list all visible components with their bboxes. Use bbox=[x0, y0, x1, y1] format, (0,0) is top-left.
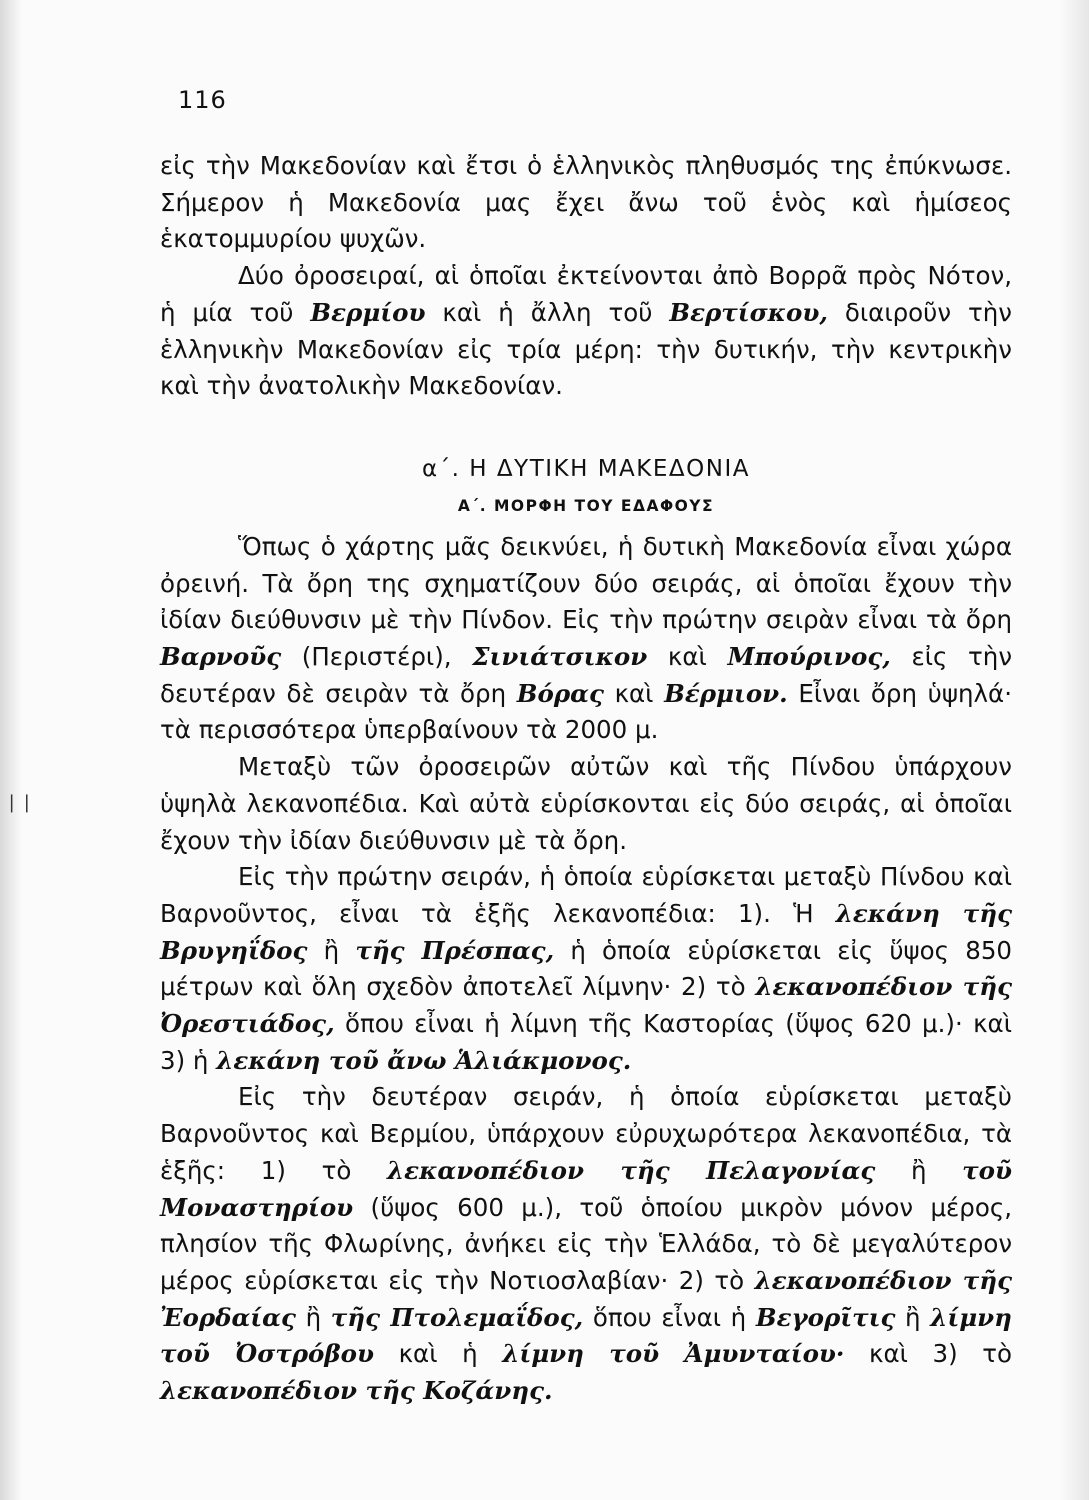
basin-name: λεκανοπέδιον τῆς Πελαγονίας bbox=[387, 1155, 876, 1185]
text-run: Εἰς τὴν δευτέραν σειράν, ἡ ὁποία εὑρίσκεται μεταξὺ Βαρνοῦντος καὶ Βερμίου, ὑπάρχουν εὐρυχωρότερα λεκανοπέδια, τὰ ἑξῆς: 1) τὸ bbox=[160, 1082, 1012, 1185]
spine-shadow bbox=[0, 0, 22, 1500]
text-run: ἢ bbox=[895, 1302, 931, 1332]
basin-name: τῆς Πτολεμαΐδος, bbox=[330, 1302, 584, 1332]
text-run: ἢ bbox=[307, 935, 356, 965]
paragraph-mountains bbox=[160, 529, 1012, 749]
margin-marks: ❘❘ bbox=[4, 792, 35, 813]
page-edge-shadow bbox=[1059, 0, 1089, 1500]
text-run: καὶ bbox=[647, 642, 728, 672]
basin-name: τῆς Πρέσπας, bbox=[355, 935, 555, 965]
paragraph-basins: Μεταξὺ τῶν ὀροσειρῶν αὐτῶν καὶ τῆς Πίνδου ὑπάρχουν ὑψηλὰ λεκανοπέδια. Καὶ αὐτὰ εὑρίσκονται εἰς δύο σειράς, αἱ ὁποῖαι ἔχουν τὴν ἰδίαν διεύθυνσιν μὲ τὰ ὄρη. bbox=[160, 752, 1012, 855]
basin-name: λεκανοπέδιον τῆς Ἐορδαίας bbox=[160, 1265, 1012, 1332]
text-run: εἰς τὴν δευτέραν δὲ σειρὰν τὰ ὄρη bbox=[160, 642, 1012, 708]
text-run: Ὅπως ὁ χάρτης μᾶς δεικνύει, ἡ δυτικὴ Μακεδονία εἶναι χώρα ὀρεινή. Τὰ ὄρη της σχηματίζουν δύο σειράς, αἱ ὁποῖαι ἔχουν τὴν ἰδίαν διεύθυνσιν μὲ τὴν Πίνδον. Εἰς τὴν πρώτην σειρὰν εἶναι τὰ ὄρη bbox=[160, 531, 1012, 635]
basin-name: λεκάνη τῆς Βρυγηΐδος bbox=[160, 898, 1012, 965]
basin-name: λεκανοπέδιον τῆς Ὀρεστιάδος, bbox=[160, 972, 1012, 1039]
text-run: καὶ ἡ ἄλλη τοῦ bbox=[425, 297, 670, 327]
mountain-name: Μπούρινος, bbox=[727, 642, 891, 672]
section-subtitle: Α΄. ΜΟΡΦΗ ΤΟΥ ΕΔΑΦΟΥΣ bbox=[457, 496, 715, 515]
text-run: (ὕψος 600 μ.), τοῦ ὁποίου μικρὸν μόνον μέρος, πλησίον τῆς Φλωρίνης, ἀνήκει εἰς τὴν Ἑλλάδα, τὸ δὲ μεγαλύτερον μέρος εὑρίσκεται εἰς τὴν Νοτιοσλαβίαν· 2) τὸ bbox=[160, 1192, 1012, 1295]
text-run: (Περιστέρι), bbox=[281, 642, 473, 672]
mountain-name: Βαρνοῦς bbox=[160, 642, 282, 672]
paragraph-intro-1: εἰς τὴν Μακεδονίαν καὶ ἔτσι ὁ ἑλληνικὸς πληθυσμός της ἐπύκνωσε. Σήμερον ἡ Μακεδονία μας ἔχει ἄνω τοῦ ἑνὸς καὶ ἡμίσεος ἑκατομμυρίου ψυχῶν. bbox=[160, 151, 1012, 254]
paragraph-intro-2 bbox=[160, 258, 1012, 405]
lake-name: λίμνη τοῦ Ὀστρόβου bbox=[160, 1302, 1012, 1369]
mountain-name: Βέρμιον. bbox=[664, 678, 788, 708]
text-run: ἡ ὁποία εὑρίσκεται εἰς ὕψος 850 μέτρων καὶ ὅλη σχεδὸν ἀποτελεῖ λίμνην· 2) τὸ bbox=[160, 935, 1012, 1002]
paragraph-second-row bbox=[160, 1079, 1012, 1409]
page-number: 116 bbox=[178, 86, 227, 114]
mountain-name: Βόρας bbox=[516, 678, 604, 708]
text-run: ἢ bbox=[295, 1302, 331, 1332]
text-run: Εἰς τὴν πρώτην σειράν, ἡ ὁποία εὑρίσκεται μεταξὺ Πίνδου καὶ Βαρνοῦντος, εἶναι τὰ ἑξῆς λεκανοπέδια: 1). Ἡ bbox=[160, 862, 1012, 928]
mountain-name: Βερμίου bbox=[310, 297, 426, 327]
mountain-name: Σινιάτσικον bbox=[472, 642, 648, 672]
mountain-name: Βερτίσκου, bbox=[669, 297, 828, 327]
text-run: καὶ 3) τὸ bbox=[844, 1339, 1012, 1369]
text-run: καὶ bbox=[603, 678, 665, 708]
basin-name: τοῦ Μοναστηρίου bbox=[160, 1155, 1012, 1222]
body-text bbox=[160, 148, 1012, 1410]
text-run: καὶ ἡ bbox=[374, 1339, 503, 1369]
section-title: α΄. Η ΔΥΤΙΚΗ ΜΑΚΕΔΟΝΙΑ bbox=[422, 455, 750, 482]
basin-name: λεκανοπέδιον τῆς Κοζάνης. bbox=[160, 1376, 553, 1406]
text-run: διαιροῦν τὴν ἑλληνικὴν Μακεδονίαν εἰς τρία μέρη: τὴν δυτικήν, τὴν κεντρικὴν καὶ τὴν ἀνατολικὴν Μακεδονίαν. bbox=[160, 297, 1012, 401]
basin-name: λεκάνη τοῦ ἄνω Ἁλιάκμονος. bbox=[216, 1045, 632, 1075]
lake-name: Βεγορῖτις bbox=[755, 1302, 896, 1332]
text-run: ὅπου εἶναι ἡ bbox=[583, 1302, 756, 1332]
text-run: Εἶναι ὄρη ὑψηλά· τὰ περισσότερα ὑπερβαίνουν τὰ 2000 μ. bbox=[160, 678, 1012, 745]
text-run: ὅπου εἶναι ἡ λίμνη τῆς Καστορίας (ὕψος 620 μ.)· καὶ 3) ἡ bbox=[160, 1009, 1012, 1075]
text-run: ἢ bbox=[875, 1155, 963, 1185]
paragraph-first-row bbox=[160, 859, 1012, 1079]
lake-name: λίμνη τοῦ Ἀμυνταίου· bbox=[502, 1339, 845, 1369]
text-run: Δύο ὀροσειραί, αἱ ὁποῖαι ἐκτείνονται ἀπὸ Βορρᾶ πρὸς Νότον, ἡ μία τοῦ bbox=[160, 261, 1012, 327]
